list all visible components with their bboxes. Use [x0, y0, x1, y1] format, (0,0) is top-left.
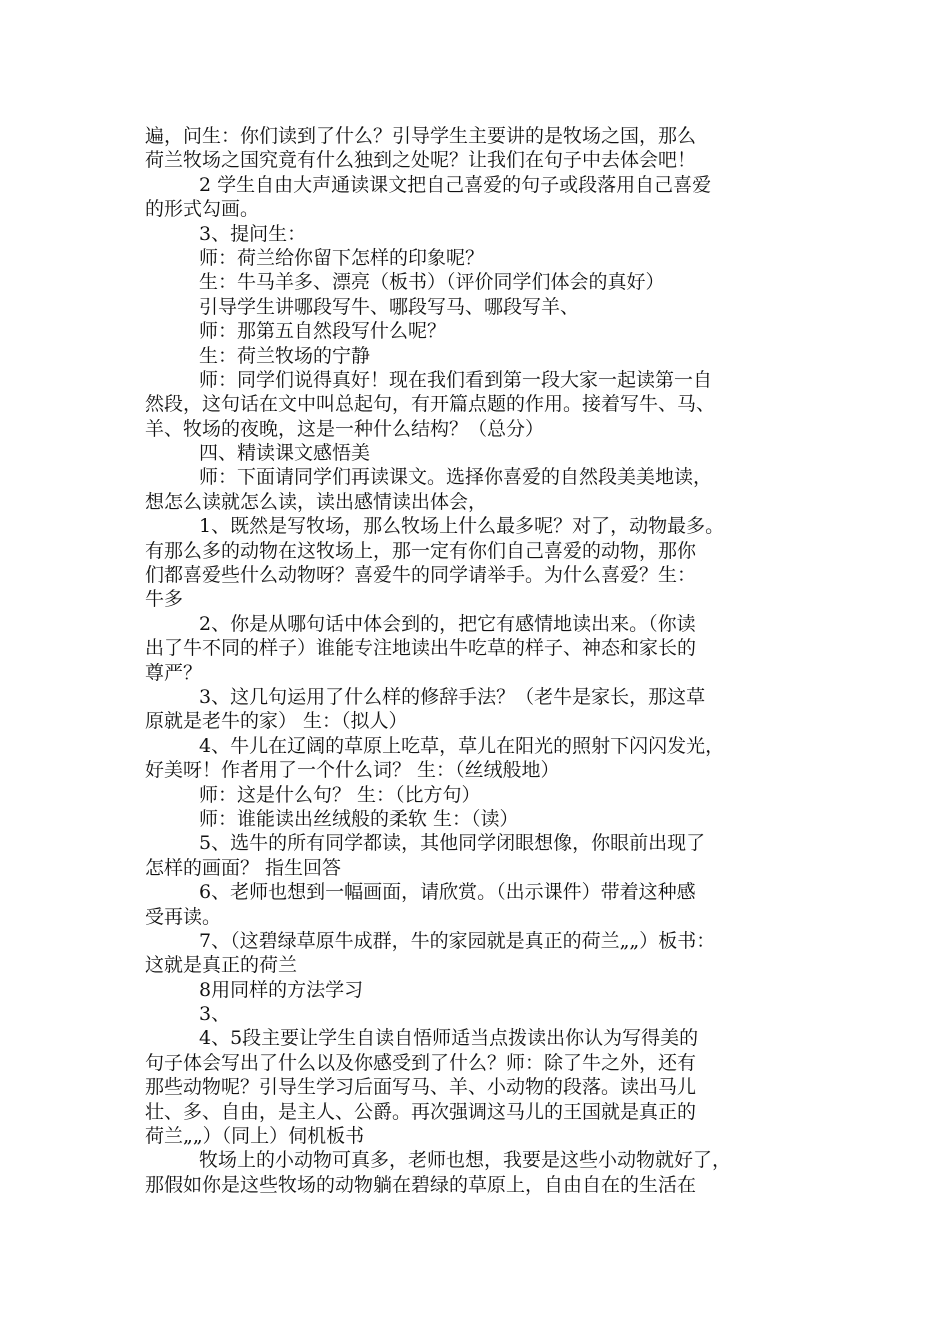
text-line: 师：谁能读出丝绒般的柔软 生：（读） — [199, 807, 519, 830]
text-line: 3、 — [199, 1003, 231, 1026]
text-line: 师：下面请同学们再读课文。选择你喜爱的自然段美美地读， — [199, 466, 713, 489]
text-line: 牛多 — [145, 588, 184, 611]
text-line: 师：荷兰给你留下怎样的印象呢？ — [199, 246, 485, 269]
text-line: 怎样的画面？ 指生回答 — [145, 856, 342, 879]
text-line: 然段，这句话在文中叫总起句，有开篇点题的作用。接着写牛、马、 — [145, 393, 716, 416]
text-line: 师：同学们说得真好！现在我们看到第一段大家一起读第一自 — [199, 368, 713, 391]
text-line: 1、既然是写牧场，那么牧场上什么最多呢？对了，动物最多。 — [199, 515, 725, 538]
text-line: 4、5段主要让学生自读自悟师适当点拨读出你认为写得美的 — [199, 1027, 699, 1050]
text-line: 生：荷兰牧场的宁静 — [199, 344, 371, 367]
text-line: 想怎么读就怎么读，读出感情读出体会， — [145, 490, 488, 513]
text-line: 荷兰牧场之国究竟有什么独到之处呢？让我们在句子中去体会吧！ — [145, 149, 697, 172]
text-line: 4、牛儿在辽阔的草原上吃草，草儿在阳光的照射下闪闪发光， — [199, 734, 725, 757]
text-line: 受再读。 — [145, 905, 222, 928]
text-line: 牧场上的小动物可真多，老师也想，我要是这些小动物就好了， — [199, 1149, 732, 1172]
text-line: 那假如你是这些牧场的动物躺在碧绿的草原上，自由自在的生活在 — [145, 1173, 697, 1196]
text-line: 句子体会写出了什么以及你感受到了什么？师：除了牛之外，还有 — [145, 1051, 697, 1074]
text-line: 四、精读课文感悟美 — [199, 442, 371, 465]
text-line: 引导学生讲哪段写牛、哪段写马、哪段写羊、 — [199, 295, 580, 318]
text-line: 这就是真正的荷兰 — [145, 954, 298, 977]
text-line: 好美呀！作者用了一个什么词？ 生：（丝绒般地） — [145, 759, 560, 782]
text-line: 6、老师也想到一幅画面，请欣赏。（出示课件）带着这种感 — [199, 881, 696, 904]
text-line: 3、提问生： — [199, 222, 307, 245]
document-body — [145, 124, 825, 1197]
text-line: 出了牛不同的样子）谁能专注地读出牛吃草的样子、神态和家长的 — [145, 637, 697, 660]
text-line: 7、（这碧绿草原牛成群，牛的家园就是真正的荷兰„„）板书： — [199, 929, 716, 952]
text-line: 荷兰„„）（同上）伺机板书 — [145, 1125, 365, 1148]
text-line: 师：那第五自然段写什么呢？ — [199, 320, 447, 343]
text-line: 尊严？ — [145, 661, 203, 684]
text-line: 羊、牧场的夜晚，这是一种什么结构？（总分） — [145, 417, 545, 440]
text-line: 遍，问生：你们读到了什么？引导学生主要讲的是牧场之国，那么 — [145, 125, 697, 147]
text-line: 2、你是从哪句话中体会到的，把它有感情地读出来。（你读 — [199, 612, 696, 635]
text-line: 壮、多、自由，是主人、公爵。再次强调这马儿的王国就是真正的 — [145, 1100, 697, 1123]
text-line: 的形式勾画。 — [145, 198, 260, 221]
text-line: 有那么多的动物在这牧场上，那一定有你们自己喜爱的动物，那你 — [145, 539, 697, 562]
text-line: 们都喜爱些什么动物呀？喜爱牛的同学请举手。为什么喜爱？生： — [145, 564, 697, 587]
text-line: 2 学生自由大声通读课文把自己喜爱的句子或段落用自己喜爱 — [199, 173, 712, 196]
text-line: 师：这是什么句？ 生：（比方句） — [199, 783, 481, 806]
text-line: 那些动物呢？引导生学习后面写马、羊、小动物的段落。读出马儿 — [145, 1076, 697, 1099]
text-line: 5、选牛的所有同学都读，其他同学闭眼想像，你眼前出现了 — [199, 832, 706, 855]
text-line: 8用同样的方法学习 — [199, 978, 364, 1001]
text-line: 生：牛马羊多、漂亮（板书）（评价同学们体会的真好） — [199, 271, 665, 294]
text-line: 3、这几句运用了什么样的修辞手法？（老牛是家长，那这草 — [199, 685, 706, 708]
text-line: 原就是老牛的家） 生：（拟人） — [145, 710, 408, 733]
